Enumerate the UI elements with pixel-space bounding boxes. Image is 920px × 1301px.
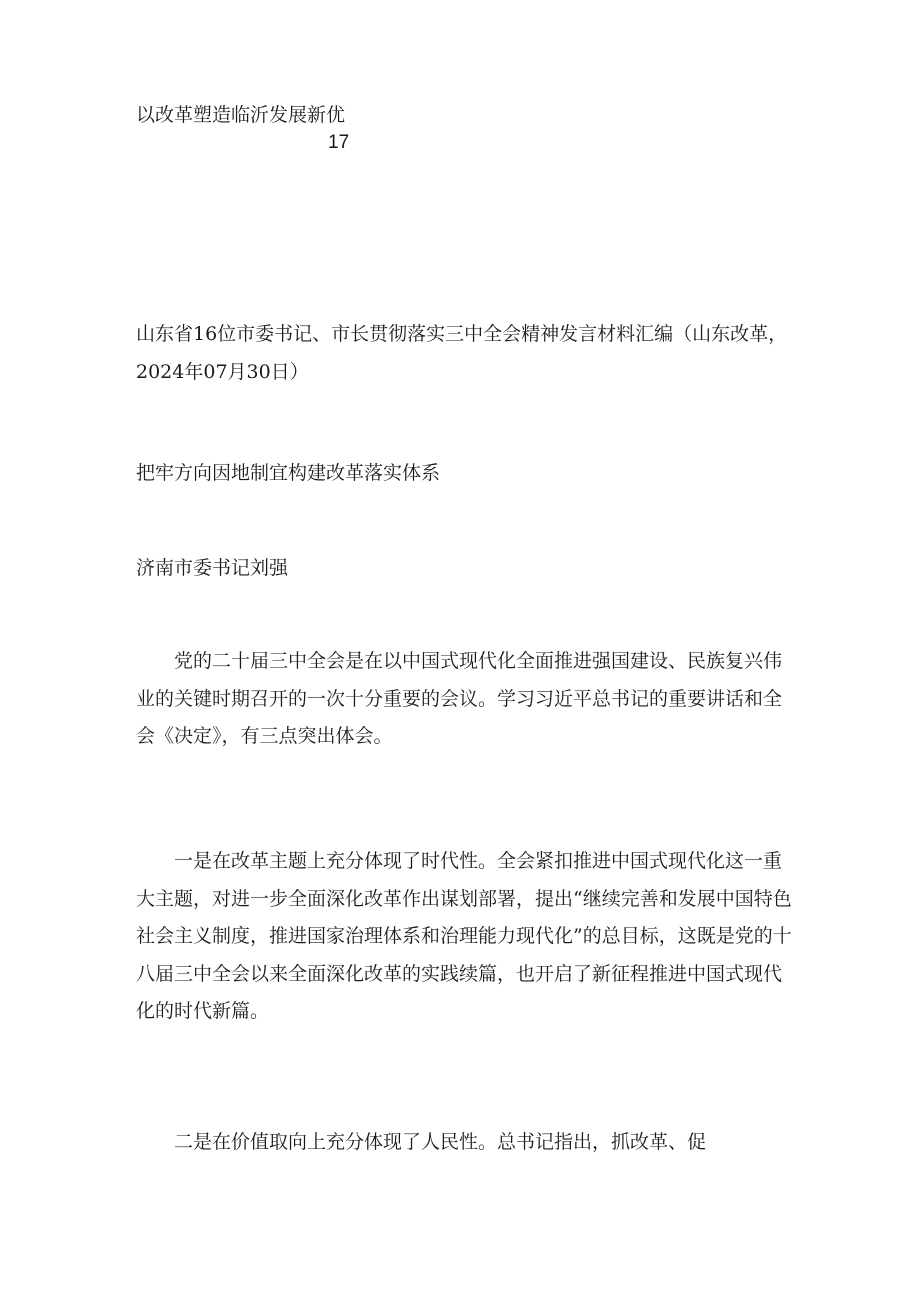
document-title: 山东省16位市委书记、市长贯彻落实三中全会精神发言材料汇编（山东改革，2024年07月30日） [136,323,788,383]
body-paragraph-1: 党的二十届三中全会是在以中国式现代化全面推进强国建设、民族复兴伟业的关键时期召开的一次十分重要的会议。学习习近平总书记的重要讲话和全会《决定》，有三点突出体会。 [136,650,783,747]
author-line: 济南市委书记刘强 [136,557,289,579]
body-paragraph-2: 一是在改革主题上充分体现了时代性。全会紧扣推进中国式现代化这一重大主题，对进一步全面深化改革作出谋划部署，提出“继续完善和发展中国特色社会主义制度，推进国家治理体系和治理能力现代化”的总目标，这既是党的十八届三中全会以来全面深化改革的实践续篇，也开启了新征程推进中国式现代化的时代新篇。 [136,850,792,1022]
section-heading: 把牢方向因地制宜构建改革落实体系 [136,462,441,484]
body-paragraph-3: 二是在价值取向上充分体现了人民性。总书记指出，抓改革、促 [174,1131,707,1153]
toc-entry-title: 以改革塑造临沂发展新优 [136,104,346,126]
toc-entry-page-number: 17 [328,132,350,153]
